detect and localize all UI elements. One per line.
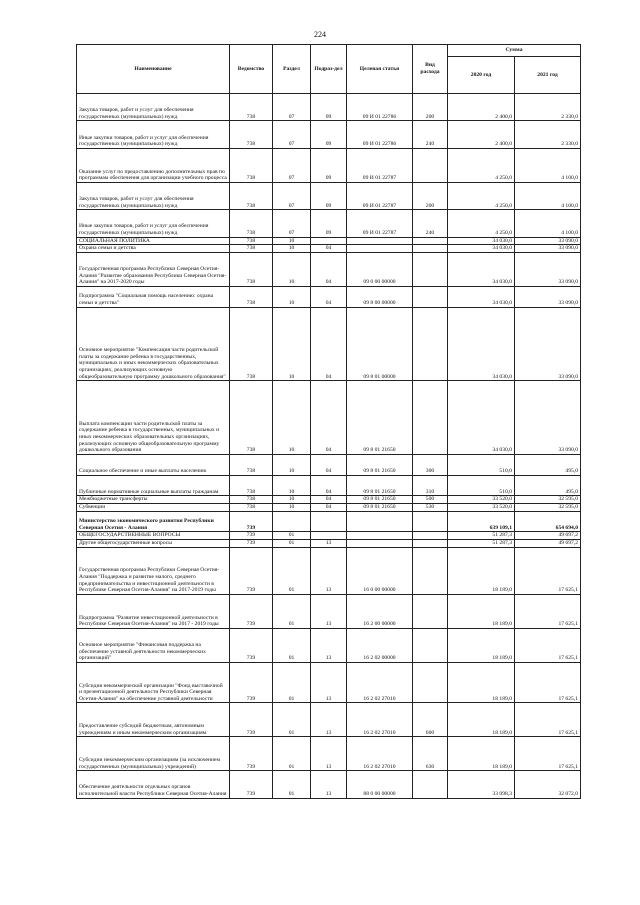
cell-name: Межбюджетные трансферты <box>77 496 230 504</box>
cell-name: Публичные нормативные социальные выплаты гражданам <box>77 475 230 496</box>
table-row <box>77 94 581 121</box>
cell-ved: 738 <box>230 245 273 253</box>
table-row <box>77 381 581 455</box>
cell-ved: 739 <box>230 539 273 547</box>
cell-name: Другие общегосударственные вопросы <box>77 539 230 547</box>
cell-ved: 738 <box>230 286 273 307</box>
cell-2020: 4 250,0 <box>448 182 515 209</box>
table-row <box>77 703 581 737</box>
cell-csr: 09 И 01 22786 <box>347 121 413 148</box>
cell-2021: 495,0 <box>515 475 581 496</box>
cell-2021: 17 625,1 <box>515 547 581 594</box>
cell-csr: 09 И 01 22787 <box>347 210 413 237</box>
cell-csr <box>347 511 413 532</box>
cell-name: Закупка товаров, работ и услуг для обеспечения государственных (муниципальных) нужд <box>77 94 230 121</box>
cell-ved: 739 <box>230 737 273 771</box>
cell-2020: 639 109,1 <box>448 511 515 532</box>
cell-vr: 630 <box>413 737 448 771</box>
cell-2020: 510,0 <box>448 454 515 475</box>
cell-podrazdel: 09 <box>311 148 347 182</box>
table-row <box>77 503 581 511</box>
cell-razdel: 07 <box>273 148 311 182</box>
cell-csr: 16 2 00 00000 <box>347 594 413 628</box>
cell-razdel: 10 <box>273 454 311 475</box>
table-row <box>77 148 581 182</box>
cell-vr <box>413 252 448 286</box>
table-row <box>77 547 581 594</box>
cell-csr: 09 8 01 21650 <box>347 475 413 496</box>
cell-csr: 09 0 00 00000 <box>347 252 413 286</box>
cell-vr: 310 <box>413 475 448 496</box>
cell-2021: 32 072,0 <box>515 771 581 798</box>
cell-2021: 17 625,1 <box>515 737 581 771</box>
cell-podrazdel: 09 <box>311 210 347 237</box>
cell-razdel: 01 <box>273 662 311 703</box>
cell-name: Охрана семьи и детства <box>77 245 230 253</box>
cell-name: Иные закупки товаров, работ и услуг для обеспечения государственных (муниципальных) нужд <box>77 121 230 148</box>
cell-csr <box>347 539 413 547</box>
cell-razdel: 10 <box>273 307 311 381</box>
cell-name: Субсидии некоммерческим организациям (за исключением государственных (муниципальных) учреждений) <box>77 737 230 771</box>
cell-vr <box>413 628 448 662</box>
cell-vr <box>413 532 448 540</box>
table-row <box>77 286 581 307</box>
cell-podrazdel <box>311 237 347 245</box>
cell-csr <box>347 532 413 540</box>
cell-razdel: 07 <box>273 182 311 209</box>
cell-2020: 18 189,0 <box>448 703 515 737</box>
cell-ved: 739 <box>230 594 273 628</box>
cell-vr: 240 <box>413 121 448 148</box>
cell-ved: 738 <box>230 381 273 455</box>
cell-podrazdel: 04 <box>311 454 347 475</box>
cell-podrazdel: 13 <box>311 662 347 703</box>
cell-podrazdel: 09 <box>311 182 347 209</box>
cell-razdel: 01 <box>273 628 311 662</box>
cell-podrazdel: 09 <box>311 121 347 148</box>
header-podrazdel: Подраз-дел <box>311 45 347 94</box>
cell-ved: 738 <box>230 475 273 496</box>
cell-2020: 2 400,0 <box>448 94 515 121</box>
table-row <box>77 771 581 798</box>
cell-name: Основное мероприятие "Компенсация части родительской платы за содержание ребенка в государственных, муниципальных и иных некоммерческих образовательных организациях, реализующих основную общеобразовательную программу дошкольного образования" <box>77 307 230 381</box>
cell-razdel: 01 <box>273 771 311 798</box>
table-row <box>77 237 581 245</box>
cell-vr <box>413 286 448 307</box>
cell-podrazdel: 13 <box>311 539 347 547</box>
cell-podrazdel: 13 <box>311 594 347 628</box>
cell-ved: 738 <box>230 182 273 209</box>
cell-razdel: 10 <box>273 496 311 504</box>
table-row <box>77 662 581 703</box>
cell-2020: 34 030,0 <box>448 252 515 286</box>
cell-razdel: 07 <box>273 121 311 148</box>
cell-csr: 16 2 02 27010 <box>347 703 413 737</box>
header-vr: Вид расхода <box>413 45 448 94</box>
cell-name: Государственная программа Республики Северная Осетия-Алания "Развитие образования Республики Северная Осетия-Алания" на 2017-2020 годы <box>77 252 230 286</box>
cell-ved: 738 <box>230 307 273 381</box>
cell-csr: 16 2 02 27010 <box>347 737 413 771</box>
cell-2021: 17 625,1 <box>515 703 581 737</box>
cell-razdel: 01 <box>273 532 311 540</box>
cell-2020: 18 189,0 <box>448 594 515 628</box>
table-row <box>77 594 581 628</box>
cell-2021: 2 330,0 <box>515 94 581 121</box>
cell-2021: 4 100,0 <box>515 182 581 209</box>
cell-vr <box>413 547 448 594</box>
cell-name: Подпрограмма "Социальная помощь населению: охрана семьи и детства" <box>77 286 230 307</box>
cell-vr <box>413 539 448 547</box>
cell-2021: 33 090,0 <box>515 252 581 286</box>
cell-name: Предоставление субсидий бюджетным, автономным учреждениям и иным некоммерческим организациям <box>77 703 230 737</box>
cell-csr: 16 0 00 00000 <box>347 547 413 594</box>
cell-vr <box>413 245 448 253</box>
cell-razdel: 10 <box>273 237 311 245</box>
cell-podrazdel: 04 <box>311 252 347 286</box>
cell-ved: 738 <box>230 121 273 148</box>
cell-razdel: 10 <box>273 286 311 307</box>
header-2021: 2021 год <box>515 57 581 94</box>
cell-ved: 739 <box>230 511 273 532</box>
cell-2020: 51 287,3 <box>448 539 515 547</box>
cell-2021: 654 694,0 <box>515 511 581 532</box>
cell-vr: 200 <box>413 182 448 209</box>
cell-name: Оказание услуг по предоставлению дополнительных прав по программам обеспечения для организации учебного процесса <box>77 148 230 182</box>
cell-2021: 17 625,1 <box>515 594 581 628</box>
header-summa: Сумма <box>448 45 581 57</box>
table-row <box>77 307 581 381</box>
cell-razdel: 07 <box>273 94 311 121</box>
cell-2020: 4 250,0 <box>448 210 515 237</box>
cell-vr <box>413 771 448 798</box>
cell-ved: 738 <box>230 148 273 182</box>
cell-name: Закупка товаров, работ и услуг для обеспечения государственных (муниципальных) нужд <box>77 182 230 209</box>
cell-razdel: 01 <box>273 547 311 594</box>
cell-csr <box>347 245 413 253</box>
cell-ved: 738 <box>230 237 273 245</box>
cell-2021: 2 330,0 <box>515 121 581 148</box>
cell-2021: 33 090,0 <box>515 381 581 455</box>
cell-ved: 739 <box>230 771 273 798</box>
cell-podrazdel: 04 <box>311 496 347 504</box>
cell-2020: 51 287,3 <box>448 532 515 540</box>
header-ved: Ведомство <box>230 45 273 94</box>
cell-vr: 530 <box>413 503 448 511</box>
cell-podrazdel: 04 <box>311 307 347 381</box>
cell-2021: 17 625,1 <box>515 662 581 703</box>
table-row <box>77 182 581 209</box>
cell-ved: 738 <box>230 503 273 511</box>
header-2020: 2020 год <box>448 57 515 94</box>
cell-ved: 739 <box>230 532 273 540</box>
cell-name: Основное мероприятие "Финансовая поддержка на обеспечение уставной деятельности некоммерческих организаций" <box>77 628 230 662</box>
cell-podrazdel: 13 <box>311 547 347 594</box>
cell-2021: 49 697,2 <box>515 532 581 540</box>
budget-table <box>76 44 581 799</box>
cell-razdel: 01 <box>273 737 311 771</box>
cell-razdel: 10 <box>273 245 311 253</box>
cell-podrazdel: 04 <box>311 286 347 307</box>
cell-podrazdel: 04 <box>311 381 347 455</box>
cell-razdel: 10 <box>273 503 311 511</box>
cell-2020: 33 520,0 <box>448 503 515 511</box>
cell-podrazdel: 13 <box>311 628 347 662</box>
cell-2020: 510,0 <box>448 475 515 496</box>
cell-csr: 09 И 01 22787 <box>347 182 413 209</box>
table-row <box>77 511 581 532</box>
table-row <box>77 454 581 475</box>
table-row <box>77 121 581 148</box>
cell-razdel: 01 <box>273 539 311 547</box>
cell-name: Государственная программа Республики Северная Осетия-Алания "Поддержка и развитие малого, среднего предпринимательства и инвестиционной деятельности в Республике Северная Осетия-Алания" на 2017-2019 годы <box>77 547 230 594</box>
cell-csr: 09 8 01 21650 <box>347 381 413 455</box>
table-row <box>77 252 581 286</box>
cell-2020: 33 098,3 <box>448 771 515 798</box>
cell-name: Обеспечение деятельности отдельных органов исполнительной власти Республики Северная Осетия-Алания <box>77 771 230 798</box>
cell-ved: 738 <box>230 454 273 475</box>
table-row <box>77 245 581 253</box>
cell-ved: 739 <box>230 628 273 662</box>
cell-2021: 4 100,0 <box>515 148 581 182</box>
cell-vr <box>413 511 448 532</box>
cell-name: СОЦИАЛЬНАЯ ПОЛИТИКА <box>77 237 230 245</box>
cell-csr: 09 8 01 21650 <box>347 454 413 475</box>
cell-name: Министерство экономического развития Республики Северная Осетия - Алания <box>77 511 230 532</box>
table-row <box>77 210 581 237</box>
cell-ved: 738 <box>230 252 273 286</box>
cell-2020: 34 030,0 <box>448 286 515 307</box>
cell-name: Социальное обеспечение и иные выплаты населению <box>77 454 230 475</box>
cell-podrazdel: 13 <box>311 771 347 798</box>
cell-vr: 200 <box>413 94 448 121</box>
cell-vr <box>413 381 448 455</box>
cell-name: Подпрограмма "Развитие инвестиционной деятельности в Республике Северная Осетия-Алания" на 2017 - 2019 годы <box>77 594 230 628</box>
cell-2020: 34 030,0 <box>448 381 515 455</box>
cell-podrazdel: 13 <box>311 737 347 771</box>
cell-2021: 17 625,1 <box>515 628 581 662</box>
table-row <box>77 532 581 540</box>
table-row <box>77 628 581 662</box>
cell-vr: 500 <box>413 496 448 504</box>
table-row <box>77 496 581 504</box>
cell-csr: 09 8 01 21650 <box>347 503 413 511</box>
cell-csr: 09 8 01 21650 <box>347 496 413 504</box>
cell-2021: 495,0 <box>515 454 581 475</box>
cell-csr: 88 0 00 00000 <box>347 771 413 798</box>
cell-vr <box>413 594 448 628</box>
header-razdel: Раздел <box>273 45 311 94</box>
cell-podrazdel: 04 <box>311 475 347 496</box>
cell-2020: 18 189,0 <box>448 628 515 662</box>
cell-ved: 738 <box>230 210 273 237</box>
cell-vr: 300 <box>413 454 448 475</box>
cell-2021: 32 595,0 <box>515 503 581 511</box>
cell-razdel: 07 <box>273 210 311 237</box>
cell-vr: 600 <box>413 703 448 737</box>
cell-2020: 34 030,0 <box>448 245 515 253</box>
cell-vr <box>413 237 448 245</box>
cell-2021: 32 595,0 <box>515 496 581 504</box>
cell-2021: 49 697,2 <box>515 539 581 547</box>
cell-2020: 2 400,0 <box>448 121 515 148</box>
cell-vr: 240 <box>413 210 448 237</box>
cell-name: ОБЩЕГОСУДАРСТВЕННЫЕ ВОПРОСЫ <box>77 532 230 540</box>
header-csr: Целевая статья <box>347 45 413 94</box>
cell-csr: 16 2 02 00000 <box>347 628 413 662</box>
cell-2021: 33 090,0 <box>515 307 581 381</box>
cell-ved: 738 <box>230 496 273 504</box>
header-name: Наименование <box>77 45 230 94</box>
cell-vr <box>413 148 448 182</box>
cell-razdel: 10 <box>273 475 311 496</box>
cell-razdel: 10 <box>273 252 311 286</box>
cell-csr: 16 2 02 27010 <box>347 662 413 703</box>
cell-name: Выплата компенсации части родительской платы за содержание ребенка в государственных, муниципальных и иных некоммерческих образовательных организациях, реализующих основную общеобразовательную программу дошкольного образования <box>77 381 230 455</box>
cell-2020: 33 520,0 <box>448 496 515 504</box>
cell-2021: 33 090,0 <box>515 245 581 253</box>
table-body <box>77 94 581 799</box>
cell-2020: 4 250,0 <box>448 148 515 182</box>
cell-razdel: 01 <box>273 594 311 628</box>
table-row <box>77 475 581 496</box>
cell-podrazdel <box>311 532 347 540</box>
cell-name: Субсидия некоммерческой организации "Фонд выставочной и презентационной деятельности Республики Северная Осетия-Алания" на обеспечение уставной деятельности <box>77 662 230 703</box>
cell-razdel: 01 <box>273 703 311 737</box>
cell-2020: 18 189,0 <box>448 662 515 703</box>
cell-podrazdel: 09 <box>311 94 347 121</box>
cell-name: Иные закупки товаров, работ и услуг для обеспечения государственных (муниципальных) нужд <box>77 210 230 237</box>
cell-podrazdel: 04 <box>311 503 347 511</box>
cell-ved: 739 <box>230 662 273 703</box>
cell-razdel <box>273 511 311 532</box>
cell-2021: 4 100,0 <box>515 210 581 237</box>
cell-2020: 34 030,0 <box>448 307 515 381</box>
cell-podrazdel: 13 <box>311 703 347 737</box>
table-row <box>77 737 581 771</box>
table-row <box>77 539 581 547</box>
cell-csr: 09 8 01 00000 <box>347 307 413 381</box>
cell-vr <box>413 307 448 381</box>
cell-csr: 09 И 01 22787 <box>347 148 413 182</box>
page-number: 224 <box>314 30 326 39</box>
cell-ved: 738 <box>230 94 273 121</box>
cell-vr <box>413 662 448 703</box>
cell-podrazdel <box>311 511 347 532</box>
cell-2020: 18 189,0 <box>448 737 515 771</box>
cell-2020: 18 189,0 <box>448 547 515 594</box>
cell-2021: 33 090,0 <box>515 237 581 245</box>
cell-ved: 739 <box>230 703 273 737</box>
cell-csr: 09 И 01 22786 <box>347 94 413 121</box>
cell-podrazdel: 04 <box>311 245 347 253</box>
cell-csr: 09 8 00 00000 <box>347 286 413 307</box>
cell-name: Субвенции <box>77 503 230 511</box>
cell-2021: 33 090,0 <box>515 286 581 307</box>
cell-csr <box>347 237 413 245</box>
cell-ved: 739 <box>230 547 273 594</box>
cell-razdel: 10 <box>273 381 311 455</box>
cell-2020: 34 030,0 <box>448 237 515 245</box>
